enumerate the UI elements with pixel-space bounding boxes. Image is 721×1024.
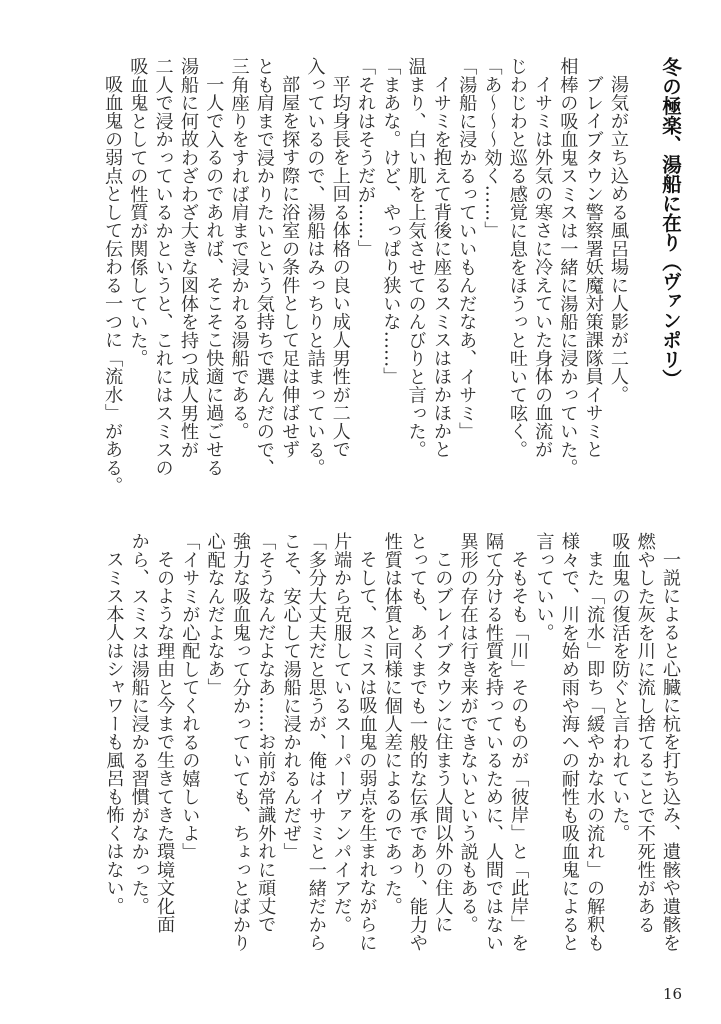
dialogue-column: こそ、安心して湯船に浸かれるんだぜ」	[280, 532, 302, 861]
text-column: 言っていい。	[533, 532, 555, 642]
text-column: 性質は体質と同様に個人差によるのであった。	[381, 532, 403, 916]
dialogue-column: 「そうなんだよなあ……お前が常識外れに頑丈で	[255, 532, 277, 934]
dialogue-column: 「イサミが心配してくれるの嬉しいよ」	[179, 532, 201, 861]
dialogue-column: 心配なんだよなあ」	[204, 532, 226, 697]
text-column: とも肩まで浸かりたいという気持ちで選んだので、	[253, 57, 275, 477]
text-column: 平均身長を上回る体格の良い成人男性が二人で	[329, 75, 351, 459]
text-column: 湯気が立ち込める風呂場に人影が二人。	[608, 75, 629, 404]
dialogue-column: 「多分大丈夫だと思うが、俺はイサミと一緒だから	[305, 532, 327, 952]
text-column: イサミは外気の寒さに冷えていた身体の血流が	[532, 75, 554, 459]
text-column: 部屋を探す際に浴室の条件として足は伸ばせず	[279, 75, 301, 459]
dialogue-column: 「湯船に浸かるっていいもんだなあ、イサミ」	[456, 57, 478, 441]
page-number: 16	[663, 985, 683, 1003]
dialogue-column: 強力な吸血鬼って分かっていても、ちょっとばかり	[229, 532, 251, 952]
text-column: 一説によると心臓に杭を打ち込み、遺骸や遺骸を	[660, 550, 681, 952]
text-column: 温まり、白い肌を上気させてのんびりと言った。	[405, 57, 427, 459]
text-column: 異形の存在は行き来ができないという説もある。	[457, 532, 479, 934]
text-column: 三角座りをすれば肩まで浸かれる湯船である。	[228, 57, 250, 441]
dialogue-column: 「それはそうだが……」	[355, 57, 377, 258]
text-column: また「流水」即ち「緩やかな水の流れ」の解釈も	[584, 550, 606, 952]
text-column: 隔て分ける性質を持っているために、人間ではない	[482, 532, 504, 952]
text-column: このブレイブタウンに住まう人間以外の住人に	[432, 550, 454, 934]
text-column: スミス本人はシャワーも風呂も怖くはない。	[103, 550, 125, 916]
text-column: 一人で入るのであれば、そこそこ快適に過ごせる	[203, 75, 225, 477]
text-column: 吸血鬼の弱点として伝わる一つに「流水」がある。	[102, 75, 124, 495]
text-column: じわじわと巡る感覚に息をほうっと吐いて呟く。	[506, 57, 528, 459]
text-column: 燃やした灰を川に流し捨てることで不死性がある	[634, 532, 656, 934]
text-column: とっても、あくまでも一般的な伝承であり、能力や	[407, 532, 429, 952]
chapter-title: 冬の極楽、湯船に在り（ヴァンポリ）	[659, 57, 682, 389]
text-column: そのような理由と今まで生きてきた環境文化面	[154, 550, 176, 934]
text-column: 吸血鬼の復活を防ぐと言われていた。	[609, 532, 631, 843]
text-column: 様々で、川を始め雨や海への耐性も吸血鬼によると	[558, 532, 580, 952]
text-column: 相棒の吸血鬼スミスは一緒に湯船に浸かっていた。	[557, 57, 579, 477]
dialogue-column: 「あ～～～効く……」	[481, 57, 503, 240]
text-column: 吸血鬼としての性質が関係していた。	[127, 57, 149, 368]
bottom-text-block	[101, 532, 683, 957]
text-column: 片端から克服しているスーパーヴァンパイアだ。	[331, 532, 353, 934]
top-text-block	[100, 57, 683, 495]
text-column: イサミを抱えて背後に座るスミスはほかほかと	[430, 75, 452, 459]
text-column: そして、スミスは吸血鬼の弱点を生まれながらに	[356, 550, 378, 952]
text-column: 湯船に何故わざわざ大きな図体を持つ成人男性が	[177, 57, 199, 459]
text-column: ブレイブタウン警察署妖魔対策課隊員イサミと	[582, 75, 604, 459]
text-column: 二人で浸かっているかというと、これにはスミスの	[152, 57, 174, 477]
text-column: から、スミスは湯船に浸かる習慣がなかった。	[128, 532, 150, 916]
dialogue-column: 「まあな。けど、やっぱり狭いな……」	[380, 57, 402, 386]
text-column: 入っているので、湯船はみっちりと詰まっている。	[304, 57, 326, 477]
text-column: そもそも「川」そのものが「彼岸」と「此岸」を	[508, 550, 530, 952]
